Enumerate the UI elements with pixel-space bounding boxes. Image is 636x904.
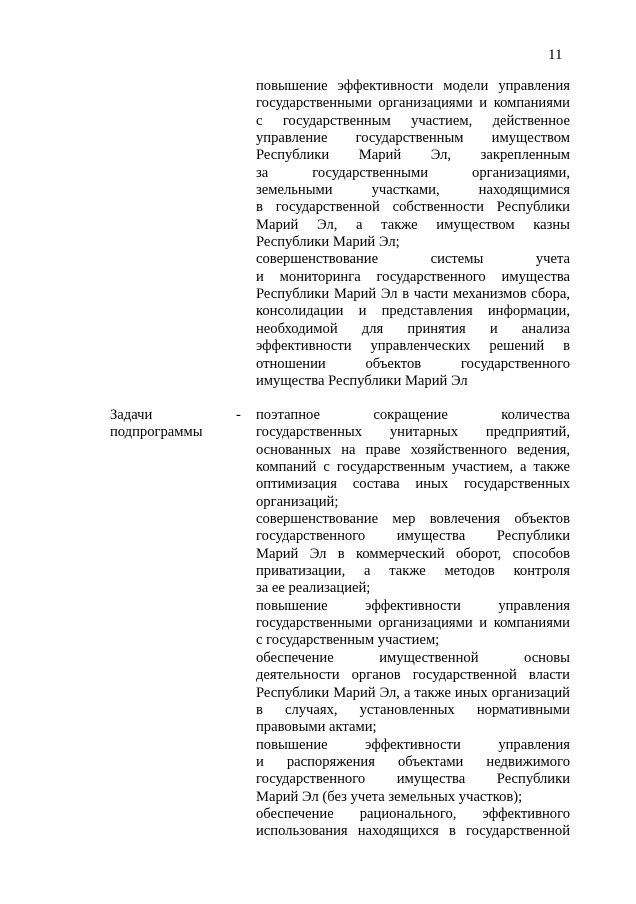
goals-text-line: и мониторинга государственного имущества: [256, 268, 570, 285]
goals-text-line: управление государственным имуществом: [256, 130, 570, 147]
goals-text-line: земельными участками, находящимися: [256, 182, 570, 199]
tasks-text-line: совершенствование мер вовлечения объектов: [256, 511, 570, 528]
goals-text-block: [256, 78, 570, 390]
section-label-line: подпрограммы: [110, 424, 203, 441]
tasks-text-line: государственных унитарных предприятий,: [256, 424, 570, 441]
tasks-text-line: в случаях, установленных нормативными: [256, 701, 570, 718]
tasks-text-line: с государственным участием;: [256, 632, 440, 649]
goals-text-line: Марий Эл, а также имуществом казны: [256, 216, 570, 233]
tasks-text-line: государственного имущества Республики: [256, 771, 570, 788]
goals-text-line: необходимой для принятия и анализа: [256, 320, 570, 337]
tasks-text-line: обеспечение имущественной основы: [256, 649, 570, 666]
tasks-text-line: поэтапное сокращение количества: [256, 407, 570, 423]
section-label: [110, 407, 240, 442]
tasks-text-line: компаний с государственным участием, а также: [256, 459, 570, 476]
goals-text-line: Республики Марий Эл в части механизмов сбора,: [256, 286, 570, 303]
goals-text-line: совершенствование системы учета: [256, 251, 570, 268]
tasks-text-line: Марий Эл (без учета земельных участков);: [256, 788, 523, 805]
goals-text-line: имущества Республики Марий Эл: [256, 372, 468, 389]
goals-text-line: Республики Марий Эл, закрепленным: [256, 147, 570, 164]
goals-text-line: государственными организациями и компаниями: [256, 95, 570, 112]
page-number: 11: [548, 47, 563, 63]
goals-text-line: с государственным участием, действенное: [256, 112, 570, 129]
tasks-text-line: деятельности органов государственной власти: [256, 667, 570, 684]
tasks-text-line: правовыми актами;: [256, 719, 377, 736]
tasks-text-line: и распоряжения объектами недвижимого: [256, 753, 570, 770]
tasks-text-line: организаций;: [256, 493, 339, 510]
tasks-text-line: использования находящихся в государственной: [256, 823, 570, 840]
tasks-text-line: оптимизация состава иных государственных: [256, 476, 570, 493]
tasks-text-line: государственного имущества Республики: [256, 528, 570, 545]
goals-text-line: отношении объектов государственного: [256, 355, 570, 372]
goals-text-line: повышение эффективности модели управления: [256, 78, 570, 94]
section-label-line: Задачи: [110, 407, 153, 423]
goals-text-line: в государственной собственности Республики: [256, 199, 570, 216]
tasks-text-block: [256, 407, 570, 841]
goals-text-line: эффективности управленческих решений в: [256, 338, 570, 355]
section-dash: -: [236, 407, 241, 423]
goals-text-line: консолидации и представления информации,: [256, 303, 570, 320]
tasks-text-line: государственными организациями и компаниями: [256, 615, 570, 632]
tasks-text-line: приватизации, а также методов контроля: [256, 563, 570, 580]
tasks-text-line: за ее реализацией;: [256, 580, 371, 597]
tasks-text-line: повышение эффективности управления: [256, 597, 570, 614]
goals-text-line: за государственными организациями,: [256, 164, 570, 181]
tasks-text-line: обеспечение рационального, эффективного: [256, 805, 570, 822]
tasks-text-line: Марий Эл в коммерческий оборот, способов: [256, 545, 570, 562]
tasks-text-line: Республики Марий Эл, а также иных организаций: [256, 684, 570, 701]
tasks-text-line: основанных на праве хозяйственного ведения,: [256, 441, 570, 458]
goals-text-line: Республики Марий Эл;: [256, 234, 400, 251]
tasks-text-line: повышение эффективности управления: [256, 736, 570, 753]
